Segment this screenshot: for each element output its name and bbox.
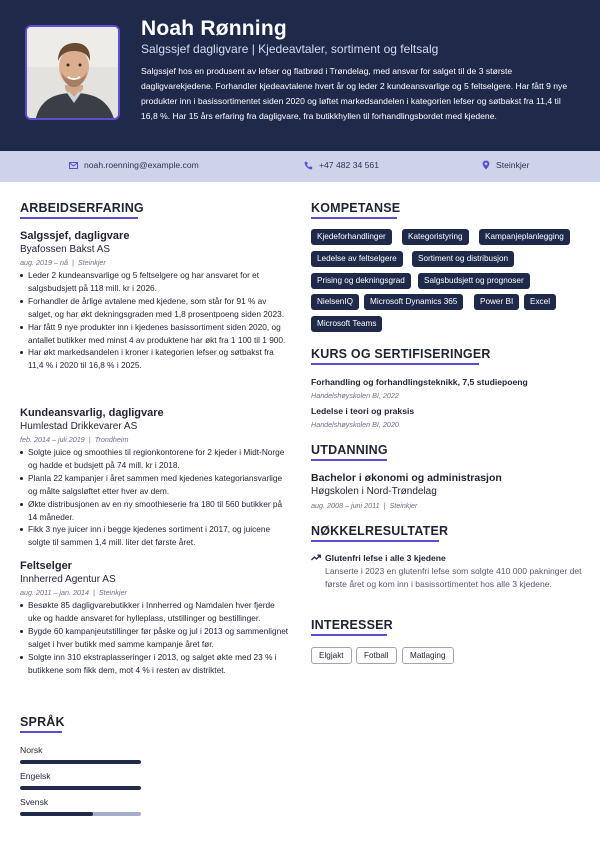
courses-heading-underline <box>311 363 479 365</box>
language-item <box>20 797 142 816</box>
language-item <box>20 771 142 790</box>
language-level-bar <box>20 760 141 764</box>
interests-heading-underline <box>311 634 387 636</box>
job-bullets <box>20 446 290 549</box>
contact-location-text: Steinkjer <box>496 160 530 170</box>
contact-email-text: noah.roenning@example.com <box>84 160 199 170</box>
job-company: Byafossen Bakst AS <box>20 244 111 255</box>
contact-phone[interactable] <box>304 160 379 170</box>
skill-tag: Prising og dekningsgrad <box>311 273 411 289</box>
interest-tag: Elgjakt <box>311 647 352 664</box>
candidate-name: Noah Rønning <box>141 17 287 40</box>
job-bullets <box>20 269 290 372</box>
job-meta: feb. 2014 – juli 2019 | Trondheim <box>20 435 129 444</box>
skill-tag: Sortiment og distribusjon <box>412 251 514 267</box>
job-company: Humlestad Drikkevarer AS <box>20 421 138 432</box>
job-bullet: Bygde 60 kampanjeutstillinger før påske og jul i 2013 og sammenlignet salget i hver butikk med samme kampanje året før. <box>20 625 290 651</box>
skill-tag: Microsoft Dynamics 365 <box>364 294 463 310</box>
language-level-bar <box>20 812 141 816</box>
course-title: Ledelse i teori og praksis <box>311 406 415 416</box>
contact-email[interactable] <box>69 160 199 170</box>
course-provider: Handelshøyskolen BI, 2020 <box>311 420 399 429</box>
phone-icon <box>304 161 313 170</box>
job-meta: aug. 2019 – nå | Steinkjer <box>20 258 106 267</box>
education-meta: aug. 2008 – juni 2011 | Steinkjer <box>311 501 418 510</box>
education-period: aug. 2008 – juni 2011 <box>311 501 380 510</box>
skill-tag: NielsenIQ <box>311 294 359 310</box>
job-bullet: Fikk 3 nye juicer inn i begge kjedenes sortiment i 2017, og juicene solgte til sammen 1,4 mill. liter det første året. <box>20 523 290 549</box>
header-banner <box>0 0 600 151</box>
experience-heading: ARBEIDSERFARING <box>20 201 144 215</box>
education-item <box>311 472 586 511</box>
job-location: Steinkjer <box>98 588 127 597</box>
contact-phone-text: +47 482 34 561 <box>319 160 379 170</box>
job-bullet: Har økt markedsandelen i kroner i kategorien lefser og søtbakst fra 11,4 % i 2020 til 16,8 % i 2025. <box>20 346 290 372</box>
experience-heading-underline <box>20 217 138 219</box>
skills-heading-underline <box>311 217 397 219</box>
skill-tag: Salgsbudsjett og prognoser <box>418 273 530 289</box>
profile-photo-image <box>27 27 120 120</box>
profile-photo <box>25 25 120 120</box>
education-heading-underline <box>311 459 387 461</box>
job-period: aug. 2011 – jan. 2014 <box>20 588 90 597</box>
job-period: feb. 2014 – juli 2019 <box>20 435 85 444</box>
interests-heading: INTERESSER <box>311 618 393 632</box>
course-provider: Handelshøyskolen BI, 2022 <box>311 391 399 400</box>
skill-tag: Kjedeforhandlinger <box>311 229 392 245</box>
job-bullet: Økte distribusjonen av en ny smoothieserie fra 180 til 560 butikker på 14 måneder. <box>20 498 290 524</box>
trending-up-icon <box>311 554 321 561</box>
skill-tag: Microsoft Teams <box>311 316 382 332</box>
job-bullet: Besøkte 85 dagligvarebutikker i Innherred og Namdalen hver fjerde uke og hadde ansvaret for hylleplass, utstillinger og bestillinger. <box>20 599 290 625</box>
job-entry <box>20 560 290 676</box>
skill-tag: Excel <box>524 294 556 310</box>
job-entry <box>20 407 290 549</box>
languages-heading-underline <box>20 731 62 733</box>
profile-summary: Salgssjef hos en produsent av lefser og flatbrød i Trøndelag, med ansvar for salget til de 3 største dagligvarekjedene. Forhandler kjedeavtalene hvert år og leder 2 kundeansvarlige og 5 feltselgere. Har fått 9 nye produkter inn i basissortimentet siden 2020 og løftet markedsandelen i kategorien lefser og søtbakst fra 11,4 til 16,8 %. Har 15 års erfaring fra dagligvare, fra butikkhyllen til forhandlingsbordet med kjedene. <box>141 66 568 121</box>
result-title: Glutenfri lefse i alle 3 kjedene <box>325 553 446 563</box>
interest-tag: Matlaging <box>402 647 454 664</box>
job-period: aug. 2019 – nå <box>20 258 68 267</box>
contact-bar <box>0 151 600 182</box>
job-title: Feltselger <box>20 560 72 572</box>
course-item <box>311 376 586 401</box>
job-title: Kundeansvarlig, dagligvare <box>20 407 164 419</box>
mail-icon <box>69 162 78 169</box>
job-location: Trondheim <box>94 435 129 444</box>
job-entry <box>20 230 290 372</box>
skill-tag: Kampanjeplanlegging <box>479 229 570 245</box>
job-bullet: Forhandler de årlige avtalene med kjedene, som står for 91 % av salget, og har økt dekningsgraden med 1,8 prosentpoeng siden 2023. <box>20 295 290 321</box>
skill-tag: Ledelse av feltselgere <box>311 251 403 267</box>
education-heading: UTDANNING <box>311 443 388 457</box>
job-bullet: Solgte inn 310 ekstraplasseringer i 2013, og salget økte med 23 % i butikkene som fikk dem, mot 4 % i resten av distriktet. <box>20 651 290 677</box>
job-meta: aug. 2011 – jan. 2014 | Steinkjer <box>20 588 127 597</box>
language-level-fill <box>20 786 141 790</box>
language-level-fill <box>20 812 93 816</box>
language-level-fill <box>20 760 141 764</box>
language-level-bar <box>20 786 141 790</box>
language-name: Norsk <box>20 745 43 755</box>
result-description: Lanserte i 2023 en glutenfri lefse som solgte 410 000 pakninger det første året og kom inn i basissortimentet hos alle 3 kjedene. <box>325 566 582 590</box>
job-bullet: Solgte juice og smoothies til regionkontorene for 2 kjeder i Midt-Norge og hadde et budsjett på 74 mill. kr i 2018. <box>20 446 290 472</box>
job-company: Innherred Agentur AS <box>20 574 116 585</box>
courses-heading: KURS OG SERTIFISERINGER <box>311 347 491 361</box>
contact-location <box>482 160 529 170</box>
course-title: Forhandling og forhandlingsteknikk, 7,5 studiepoeng <box>311 377 528 387</box>
language-item <box>20 745 142 764</box>
skill-tag: Power BI <box>474 294 519 310</box>
job-bullet: Leder 2 kundeansvarlige og 5 feltselgere og har ansvaret for et salgsbudsjett på 118 mill. kr i 2026. <box>20 269 290 295</box>
education-degree: Bachelor i økonomi og administrasjon <box>311 472 502 484</box>
location-pin-icon <box>482 160 490 170</box>
results-heading-underline <box>311 540 439 542</box>
job-location: Steinkjer <box>77 258 106 267</box>
job-bullet: Har fått 9 nye produkter inn i kjedenes basissortiment siden 2020, og antallet butikker med minst 4 av produktene har økt fra 1 100 til 1 900. <box>20 321 290 347</box>
job-bullets <box>20 599 290 676</box>
results-heading: NØKKELRESULTATER <box>311 524 449 538</box>
candidate-headline: Salgssjef dagligvare | Kjedeavtaler, sortiment og feltsalg <box>141 42 439 56</box>
languages-heading: SPRÅK <box>20 715 65 729</box>
job-title: Salgssjef, dagligvare <box>20 230 130 242</box>
interest-tag: Fotball <box>356 647 397 664</box>
education-school: Høgskolen i Nord-Trøndelag <box>311 486 437 497</box>
skills-heading: KOMPETANSE <box>311 201 401 215</box>
course-item <box>311 405 586 430</box>
job-bullet: Planla 22 kampanjer i året sammen med kjedenes kategoriansvarlige og målte salgsløftet etter hver av dem. <box>20 472 290 498</box>
education-location: Steinkjer <box>389 501 418 510</box>
skill-tag: Kategoristyring <box>402 229 469 245</box>
language-name: Svensk <box>20 797 49 807</box>
language-name: Engelsk <box>20 771 51 781</box>
